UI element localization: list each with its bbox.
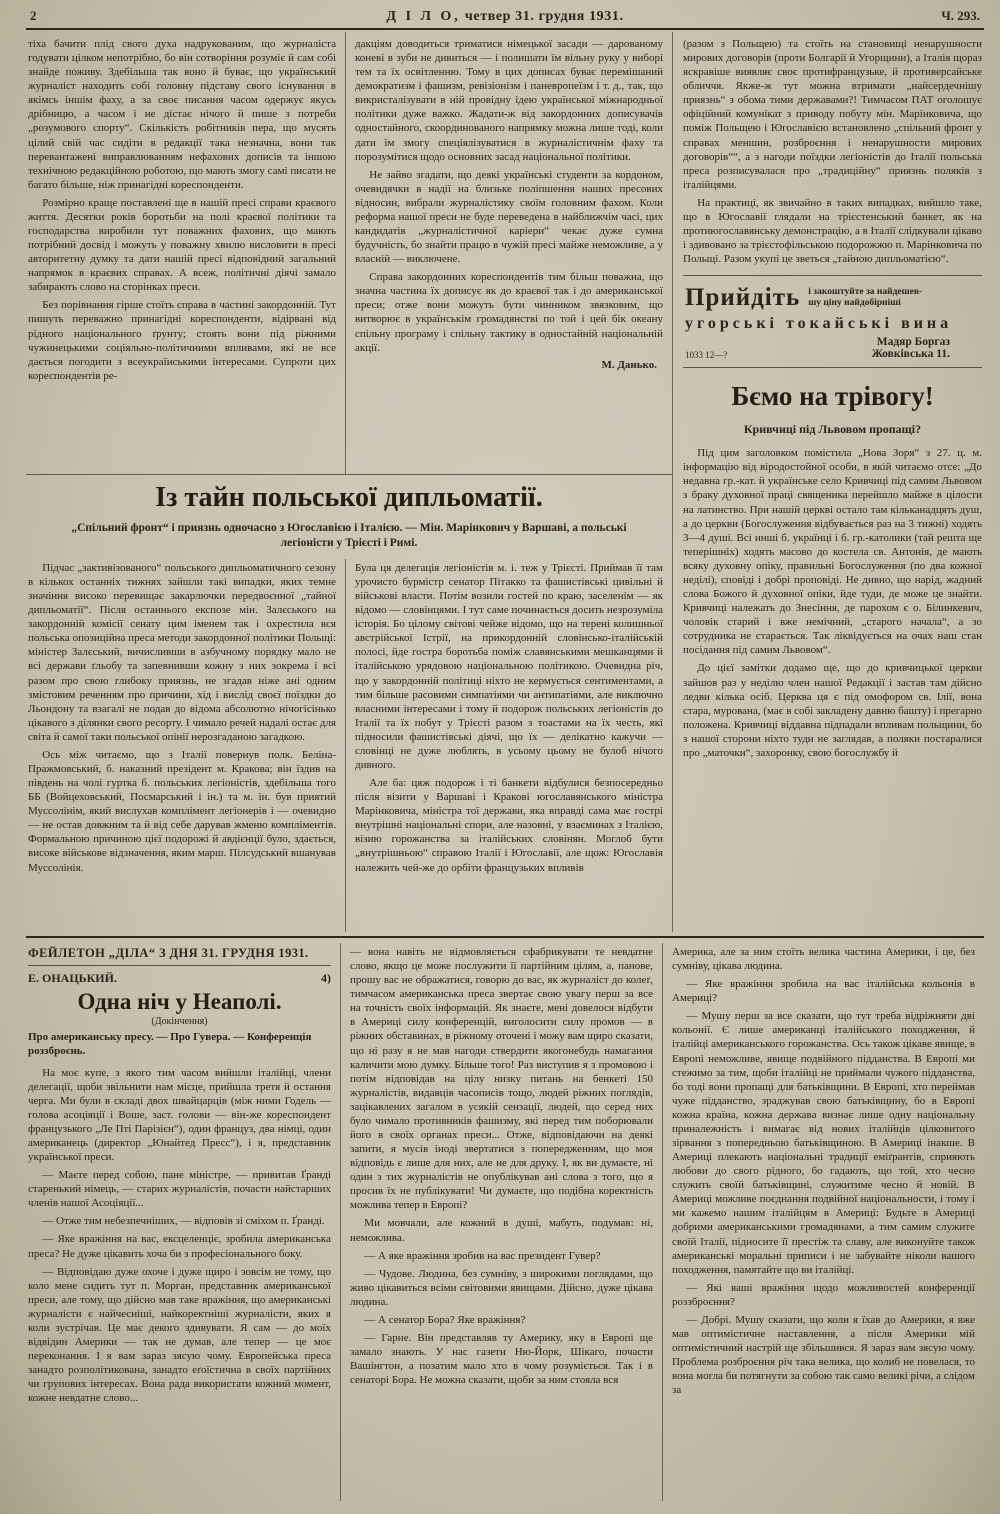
page-top-region [26, 32, 984, 932]
section-rule [683, 367, 982, 368]
article-column [346, 559, 672, 932]
article-headline: Із тайн польської дипльоматії. [155, 482, 543, 513]
paragraph: Справа закордонних кореспондентів тим більш поважна, що значна частина їх дописує як до краєвої так і до американської преси; отже вони можуть бути чинником звязковим, що витворює в українськім громадянстві по той і цей бік океану спільну програму і спільну тактику в одностайній національній акції. [355, 271, 663, 354]
masthead [26, 4, 984, 30]
paragraph: Але ба: цяж подорож і ті банкети відбулися безпосередньо після візити у Варшаві і Кракові югославянського міністра Марінковича, міністра тої держави, яка вправді сама має гострі внутрішні національні спори, але назовні, у взаєминах з Італією, візию горожанства за італійських словінян. Моглоб бути „внутрішньою“ справою Італії і Югославії, але щож: Югославія належить чей-же до орбіти французьких впливів [355, 777, 663, 874]
article-subhead: Кривчиці під Львовом пропащі? [743, 422, 922, 437]
paragraph: Під цим заголовком помістила „Нова Зоря“ з 27. ц. м. інформацію від віродостойної особи, в якій читаємо отсе: „До недавна гр.-кат. й українське село Кривчиці під самим Львовом з браку духовної праці священика перейшло майже в цілости на латинство. При нашій церкві остало там кільканадцять душ, а до церкви (Богослуження відбувається раз на 3 тижні) ходять 3—4 душі. Всі инші б. українці і б. гр.-католики (тай решта ще теперішніх) ходять масово до костела св. Антонія, де мають всяку духовну опіку, правильні Богослуження (по два кожної неділі), сповіді і добрі проповіді. Не дивно, що нарід, жадний слова Божого й духовної опіки, йде туди, де може це знайти. Кривчиці належать до Знесіння, де парохом є о. Білинкевич, чоловік старий і вже немічний, „старого начала“, а зо сотрудника не старається. Так ліквідується на очах наш стан посідання під самим Львовом“. [683, 447, 982, 657]
paragraph: Не зайво згадати, що деякі українські студенти за кордоном, очевидячки в надії на близьке поліпшення наших пресових відносин, вибрали журналістику своїм головним фахом. Коли реформа нашої преси не буде переведена в найближчім часі, цих кандидатів „журналістичної каріери“ чекає дуже сумна будучність, бо знайти працю в чужій пресі майже неможливе, а у власній — виключене. [355, 168, 663, 266]
paragraph: Розмірно краще поставлені ще в нашій пресі справи краєвого життя. Десятки років боротьби на полі краєвої політики та господарства виробили тут поважних фахових, що мають потрібний досвід і можуть у поважну хвилю висловити в пресі авторитетну думку та дати нашій пресі відповідний загальний напрямок в краєвих справах. А всеж, політичні діячі замало забирають слово на сторінках преси. [28, 196, 336, 294]
paragraph: — А яке вражіння зробив на вас президент Гувер? [364, 1249, 601, 1262]
paragraph: До цієї замітки додамо ще, що до кривчицької церкви зайшов раз у неділю член нашої Редакції і застав там дійсно ледви кілька осіб. Церква ця є під омофором св. Ілії, вона стара, мурована, (має в собі закладену давню башту) і прегарно положена. Кривчиці віддавна підпадали впливам польщини, бо з нашої сторони ніхто туди не заглядав, а поляки постаралися про „маточки“, захоронку, свою богослужбу й [683, 662, 982, 759]
ad-tagline [808, 287, 922, 310]
article-column [346, 32, 672, 474]
feuilleton-column [663, 943, 984, 1501]
ad-product: угорські токайські вина [685, 315, 953, 333]
feuilleton-topics: Про американську пресу. — Про Гувера. — Конференція роззброєнь. [28, 1031, 312, 1058]
ad-tagline-line2: шу ціну найдобірніші [808, 298, 901, 309]
ad-tagline-line1: і закоштуйте за найдешев- [808, 286, 923, 297]
feuilleton-subtitle: (Докінчення) [151, 1016, 208, 1027]
paragraph: Підчас „зактивізованого“ польського дипльоматичного сезону в кількох останніх тижнях зайшли такі випадки, яких темне значіння високо перевищає закарлючки передвоєнної „тайної дипльоматії“. Після останнього експозе мін. Залєського на закордонній комісії сенату цим іменем так і охрестила вся польська опозиційна преса методи закордонної політики Польщі: міністер Залєський, вичисливши в азбучному порядку мало не всі держави ґльобу та запевнивши кожну з них зокрема і всі разом про свою глибоку приязнь, не згадав ніже ані одним змістовим реченням про причини, хід і вислід своєї поїздки до Льондону та взагалі не подав до відома абсолютно нічогісінько цікавого з ділянки свого ресорту. І чимало речей надалі остає для світа й самої таки польської опінії нерозгаданою загадкою. [28, 561, 336, 743]
paragraph: — Яке вражіння зробила на вас італійська кольонія в Америці? [672, 978, 975, 1005]
left-double-column [26, 32, 672, 932]
feuilleton-part-mark: 4) [321, 971, 331, 985]
issue-number: Ч. 293. [941, 8, 980, 23]
feuilleton-title: Одна ніч у Неаполі. [77, 989, 282, 1014]
paragraph: — Чудове. Людина, без сумніву, з широкими поглядами, що живо цікавиться всіми світовими явищами. Дійсно, дуже цікава людина. [350, 1267, 653, 1308]
paragraph: Була ця делегація легіоністів м. і. теж у Трієсті. Приймав її там урочисто бурмістр сенатор Пітакко та фашистівські цивільні й військові власти. Потім возили гостей по краю, заселенім — як відомо — словінцями. І тут саме починається досить незрозуміла історія. Бо цілому світові чейже відомо, що на терені колишньої австрійської Істрії, на прикордонній словінсько-італійській полосі, йде гостра боротьба поміж славянськими мешканцями й італійською урядовою національною політикою. Очевидна річ, що у закордонній політиці ніхто не кермується сентиментами, а тим більше расовими симпатіями чи антипатіями, але виключно власними інтересами і тому й подорож польських легіоністів до Італії та їх побут у Трієсті разом з тоастами на їх честь, які підносили фашистівські діячі, що їх — делікатно кажучи — словінці не дуже люблять, в усьому цьому не булоб нічого дивного. [355, 561, 663, 771]
paragraph: На практиці, як звичайно в таких випадках, вийшло таке, що в Югославії глядали на трієстенський банкет, як на протиюгославянську демонстрацію, а в Італії слідкували цікаво і здивовано за трієстофільською подорожжю п. Марінковича по Польщі. Разом укупі це зветься „тайною дипльоматією“. [683, 196, 982, 266]
ad-invite-text: Прийдіть [685, 284, 801, 312]
paper-name: Д І Л О, [386, 9, 461, 24]
article-headline: Бємо на трівогу! [731, 381, 934, 412]
wine-advertisement [683, 281, 982, 362]
ad-vendor: Мадяр Боргаз [876, 336, 950, 349]
paragraph: Без порівнання гірше стоїть справа в частині закордонній. Тут пишуть переважно принагідні кореспонденти, відірвані від рідного національного ґрунту; стоять вони під ріжними чужинецькими соціяльно-політичними впливами, які не все дається погодити з всеукраїнськими інтересами. Супроти цих кореспондентів ре- [28, 299, 336, 382]
paragraph: дакціям доводиться триматися німецької засади — дарованому коневі в зуби не дивиться — і полишати їм вільну руку у виборі тем та їх освітленню. Тому в цих дописах буває перемішаний демократизм і фашизм, ревізіонізм і паневропеїзм і т. д., так, що викристалізувати в ній провідну ідею української міжнародньої політики дуже важко. Жадати-ж від закордонних дописувачів одностайного, скоординованого напрямку можна лише тоді, коли дати їм змогу спеціялізуватися в журналістичнім фаху та порозумітися щодо основних засад національної політики. [355, 38, 663, 163]
paragraph: — А сенатор Бора? Яке вражіння? [364, 1313, 526, 1326]
article-body [26, 559, 672, 932]
section-rule [683, 275, 982, 276]
author-signature: М. Данько. [601, 358, 657, 371]
article-subtitle: „Спільний фронт“ і приязнь одночасно з Югославією і Італією. — Мін. Марінкович у Варшаві, а польські легіоністи у Трієсті і Римі. [71, 522, 627, 549]
paragraph: — вона навіть не відмовляється сфабрикувати те невдатне слово, якщо це може послужити її партійним цілям, а, панове, прошу вас не ображатися, говорю до вас, як журналіст до колеґ, тимчасом американська преса звертає свою увагу перш за все на точність своїх інформацій. Як знаєте, мені довелося відбути в Америці силу конференцій, виголосити силу промов — в ріжних обставинах, в ріжному оточені і можу вам щиро сказати, що ні разу я не мав нагоди ствердити якогонебудь намагання каличити мою думку. Більше того! Раз виступив я з промовою і потім відповідав на цілу низку питань на бенкеті 150 журналістів, видавців часописів тощо, людей ріжних поглядів, зацікавлених загалом в усякій сензації, людей, що серед них було чимало противників фашизму, які перед тим поборювали його в своїх органах преси... Отже, відповідаючи на деякі запити, я мусів іноді звертатися з попередженням, що моя відповідь є лише для них, але не для друку. І, як ви думаєте, ні один з тих журналістів не опублікував ані слова з того, що я просив їх не публікувати! Чи думаєте, що подібна коректність можлива тепер в Европі? [350, 946, 653, 1212]
paragraph: На моє купе, з якого тим часом вийшли італійці, члени делегації, щоби звільнити нам місце, прийшла третя й остання черга. Ми були в складі двох швайцарців (між ними Годель — голова асоціяції і Воше, заст. голови — він-же кореспондент французького „Ле Пті Парізієн“), один француз, два німці, один американець (директор „Юнайтед Пресс“), і я, представник української преси. [28, 1066, 331, 1164]
paragraph: — Маєте перед собою, пане міністре, — привитав Ґранді старенький німець, — старих журналістів, почасти найстарших членів нашої Асоціяції... [28, 1169, 331, 1210]
feuilleton-header: ФЕЙЛЕТОН „ДІЛА“ З ДНЯ 31. ГРУДНЯ 1931. [28, 946, 331, 966]
press-reform-article [26, 32, 672, 474]
paragraph: — Яке вражіння на вас, ексцеленціє, зробила американська преса? Не дуже цікавить хоча би з професіонального боку. [28, 1233, 331, 1260]
paragraph: — Отже тим небезпечніших, — відповів зі сміхом п. Ґранді. [42, 1215, 325, 1228]
feuilleton-author-row [28, 971, 331, 986]
feuilleton-column [341, 943, 662, 1501]
feuilleton-author: Е. ОНАЦЬКИЙ. [28, 971, 117, 985]
paragraph: (разом з Польщею) та стоїть на становищі ненарушности мирових договорів (проти Болгарії й Угорщини), а Італія щораз яскравіше виявляє своє протифранцузьке, й противерсайське обличчя. Якже-ж тут можна втримати „найсердечнішу приязнь“ з обома тими державами?! Тимчасом ПАТ оголошує офіційний комунікат з приводу побуту мін. Марінковича, що поміж Польщею і Югославією встановлено „спільний фронт у справах меншин, розброєння і ненарушности мирових договорів““, а з нагоди поїздки легіоністів до Італії польська преса розписувалася про „традиційну“ приязнь поляків з італійцями. [683, 38, 982, 191]
right-column [672, 32, 984, 932]
feuilleton-column [26, 943, 340, 1501]
page-number: 2 [30, 8, 37, 23]
paragraph: — Мушу перш за все сказати, що тут треба відріжняти дві кольонії. Є лише американці італійського походження, й італійці американського горожанства. Ось також цікаве явище, в Европі неможливе, явище подвійного підданства. В Европі ми стежимо за тим, щоби італійці не приймали чужого підданства, бо тоді вони пропащі для батьківщини. В Европі, хто переймав чуже підданство, зраджував свою батьківщину, бо в Европі кожна країна, кожна держава визнає лише одну національну приналежність і вимагає від нових італійців цілковитого зірвання з попередньою батьківщиною. В Америці інакше. В Америці плекають національні традиції еміґрантів, сприяють любови до свого рідного, бо гадають, що той, хто чесно служить своїй батьківщині, служитиме чесно й новій. В Америці можливе поєднання подвійної національности, і тому і ми кажемо нашим італійцям в Америці: Будьте в Америці добрими американськими громадянами, а тим самим служите своїй Італії, підносите її престіж та славу, але виконуйте також американські моральні приписи і не забувайте ніколи вашого походження, памятайте що ви італійці. [672, 1010, 975, 1276]
paragraph: — Гарне. Він представляв ту Америку, яку в Европі ще замало знають. У нас газети Ню-Йорк, Шікаго, почасти Вашінгтон, а позатим мало хто в чому розуміється. Так і в сенаторі Бора. Не можна сказати, щоби за ним стояла вся [350, 1332, 653, 1387]
ad-reference-number: 1033 12—? [685, 350, 728, 361]
paragraph: — Відповідаю дуже охоче і дуже щиро і зовсім не тому, що коло мене сидить тут п. Морган, представник американської преси, але тому, що дійсно мав таке вражіння, що американські журналісти є найчесніші, найкоректніші журналісти, яких я коли зустрічав. Це має декого здивувати. Я сам — до моїх відвідин Америки — так не думав, але тепер — це моє переконання. І я вам зараз зясую чому. Европейська преса занадто розполітикована, занадто еґоїстична в своїх партійних чи групових інтересах. Вона рада використати кожний момент, кожне невдатне слово... [28, 1265, 331, 1405]
masthead-title [386, 9, 623, 25]
paragraph: Америка, але за ним стоїть велика частина Америки, і це, без сумніву, цікава людина. [672, 946, 975, 973]
issue-date: четвер 31. грудня 1931. [464, 9, 624, 24]
ad-header [685, 284, 980, 312]
feuilleton-section [26, 936, 984, 1501]
alarm-article [683, 373, 982, 764]
paragraph: тіха бачити плід свого духа надрукованим, що журналіста годувати цілком непотрібно, бо він сотворіння розуміє й сам собі знайде поживу. Здебільша так воно й буває, що український журналіст находить собі головну підставу свого існування в якімсь іншім фаху, а за своє писання часом одержує якусь дрібницю, а часом і не дістає нічого й пише з потреби „розумового спорту“. Скількість робітників пера, що мусять цілий свій час сидіти в редакції така незначна, вони так перевантажені виправлюванням нефахових дописів та іншою технічною редакційною роботою, що мають змогу самі писати не багато більше, ніж принагідні кореспонденти. [28, 38, 336, 191]
article-column [26, 559, 345, 932]
paragraph: — Які ваші вражіння щодо можливостей конференції роззброєння? [672, 1281, 975, 1308]
article-column [26, 32, 345, 474]
paragraph: Ось між читаємо, що з Італії повернув полк. Беліна-Пражмовський, б. наказний презідент м. Кракова; він їздив на південь на чолі гуртка б. польських легіоністів, здебільша того ББ (Войцеховський, Посмарський і ін.) та м. ін. був приятий Муссолінім, який вислухав комплімент легіонерів і — очевидно — не остав довжним та й від себе дарував жменю компліментів. Формальною причиною цієї подорожі й авдієнції було, здається, високе військове відзначення, яким марш. Пілсудський вшанував Муссолінія. [28, 748, 336, 874]
diplomacy-article [26, 474, 672, 932]
ad-address: Жовківська 11. [871, 348, 950, 361]
paragraph: Ми мовчали, але кожний в душі, мабуть, подумав: ні, неможлива. [350, 1217, 653, 1244]
paragraph: — Добрі. Мушу сказати, що коли я їхав до Америки, я вже мав оптимістичне наставлення, а після Америки мій оптимістичний настрій ще збільшився. Я зараз вам зясую чому. Проблема розброєння річ така велика, що колиб не повелася, то вона могла би потягнути за собою так само великі річи, а слідом за [672, 1313, 975, 1397]
